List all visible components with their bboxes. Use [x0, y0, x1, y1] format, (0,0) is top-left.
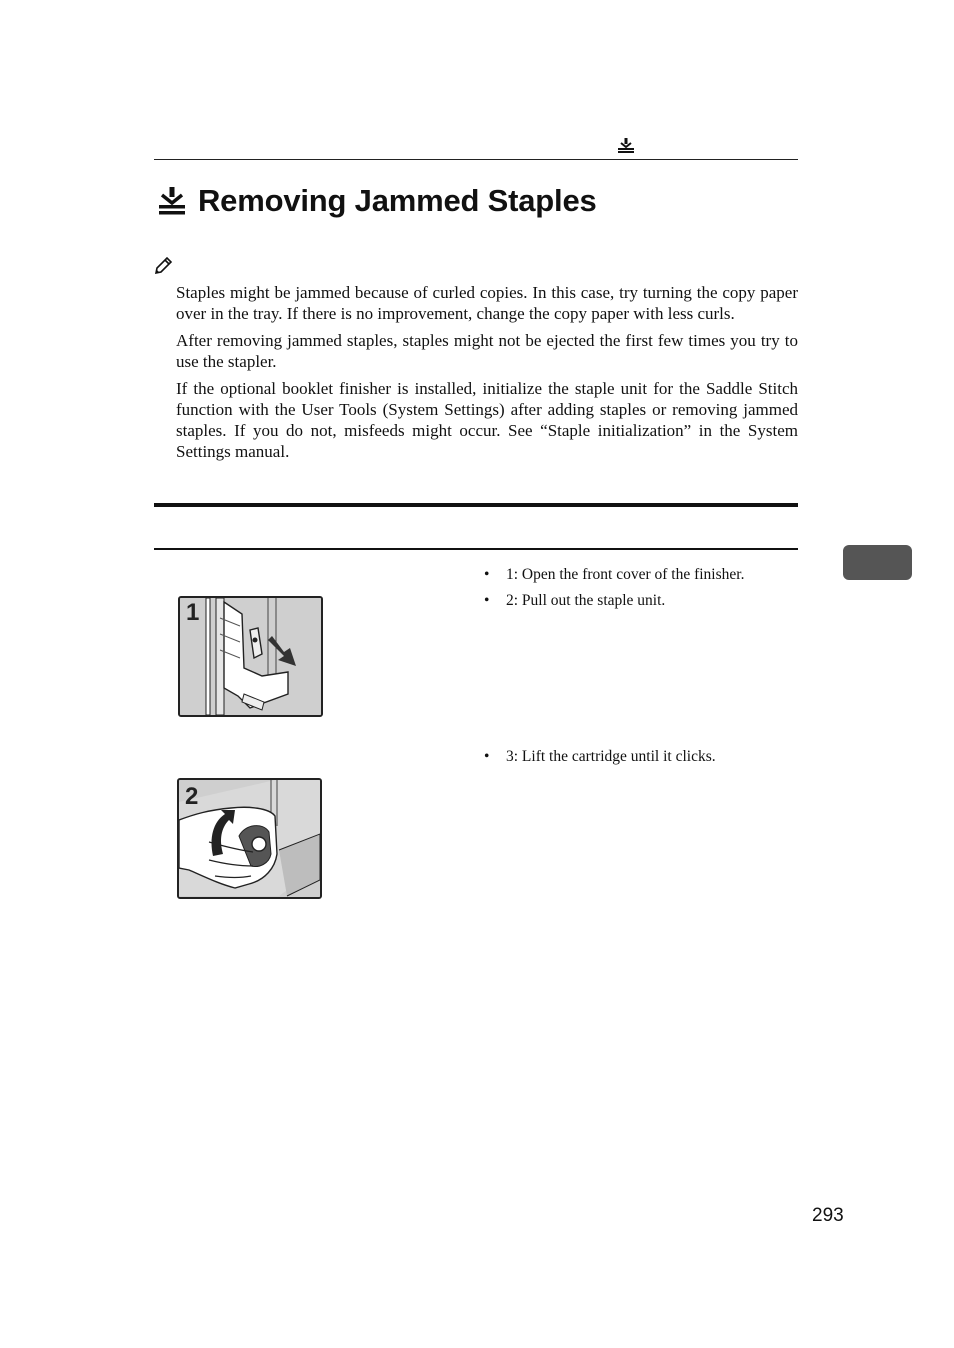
section-divider [154, 503, 798, 507]
figure-step-label: 1 [186, 599, 200, 626]
note-paragraph: Staples might be jammed because of curled copies. In this case, try turning the copy paper over in the tray. If there is no improvement, change the copy paper with less curls. [176, 283, 798, 323]
header-rule [154, 159, 798, 160]
pencil-note-icon [153, 256, 173, 276]
page-title-text: Removing Jammed Staples [198, 183, 597, 218]
list-item: • 1: Open the front cover of the finisher. [484, 566, 744, 584]
step-1-instructions [484, 566, 744, 618]
stapler-icon [617, 138, 635, 154]
lift-cartridge-illustration [179, 780, 320, 897]
note-paragraph: If the optional booklet finisher is installed, initialize the staple unit for the Saddle Stitch function with the User Tools (System Settings) after adding staples or removing jammed staples. If you do not, misfeeds might occur. See “Staple initialization” in the System Settings manual. [176, 379, 798, 461]
note-block [176, 282, 798, 468]
list-item: • 2: Pull out the staple unit. [484, 592, 744, 610]
step-2-instructions [484, 748, 716, 774]
note-paragraph: After removing jammed staples, staples might not be ejected the first few times you try to use the stapler. [176, 331, 798, 371]
page-title [156, 180, 597, 222]
page-number: 293 [812, 1205, 844, 1226]
finisher-cover-illustration [180, 598, 321, 715]
subsection-divider [154, 548, 798, 550]
figure-step-label: 2 [185, 783, 199, 810]
chapter-tab [843, 545, 912, 580]
stapler-icon [156, 186, 188, 216]
list-item: • 3: Lift the cartridge until it clicks. [484, 748, 716, 766]
step-figure-1 [178, 596, 323, 717]
step-figure-2 [177, 778, 322, 899]
